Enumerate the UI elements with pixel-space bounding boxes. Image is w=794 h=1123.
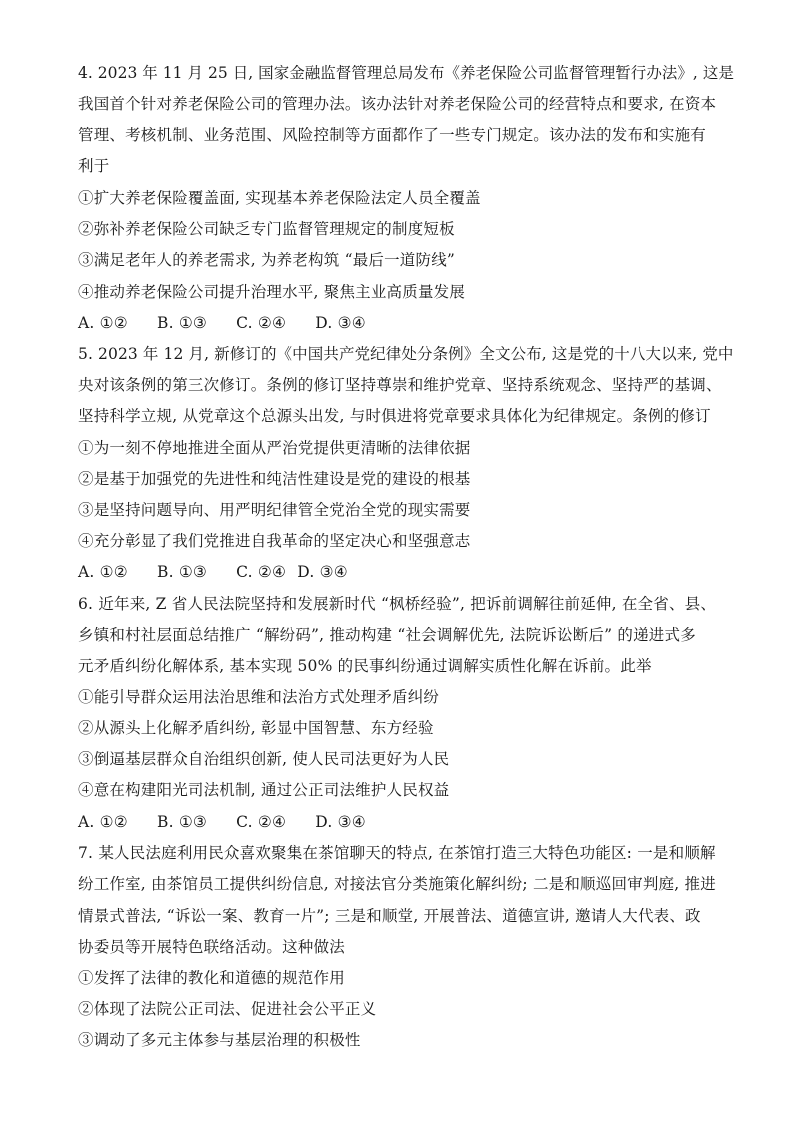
q7-stem-line-1: 7. 某人民法庭利用民众喜欢聚集在茶馆聊天的特点, 在茶馆打造三大特色功能区: 一是和顺解 [78, 844, 716, 862]
q4-stem-line-3: 管理、考核机制、业务范围、风险控制等方面都作了一些专门规定。该办法的发布和实施有 [78, 126, 707, 144]
q6-stem-line-3: 元矛盾纠纷化解体系, 基本实现 50% 的民事纠纷通过调解实质性化解在诉前。此举 [78, 657, 652, 675]
q5-stem-line-2: 央对该条例的第三次修订。条例的修订坚持尊崇和维护党章、坚持系统观念、坚持严的基调、 [78, 376, 722, 394]
q7-statement-2: ②体现了法院公正司法、促进社会公平正义 [78, 1000, 377, 1018]
q5-option-a[interactable]: A. ①② [78, 563, 128, 581]
q6-options [78, 811, 390, 833]
q7-stem-line-4: 协委员等开展特色联络活动。这种做法 [78, 938, 345, 956]
q7-statement-1: ①发挥了法律的教化和道德的规范作用 [78, 969, 345, 987]
q6-statement-3: ③倒逼基层群众自治组织创新, 使人民司法更好为人民 [78, 750, 450, 768]
q4-option-a[interactable]: A. ①② [78, 314, 128, 332]
q6-statement-1: ①能引导群众运用法治思维和法治方式处理矛盾纠纷 [78, 688, 440, 706]
q7-statement-3: ③调动了多元主体参与基层治理的积极性 [78, 1031, 361, 1049]
q4-statement-3: ③满足老年人的养老需求, 为养老构筑 “最后一道防线” [78, 251, 456, 269]
q6-option-a[interactable]: A. ①② [78, 813, 128, 831]
q6-option-d[interactable]: D. ③④ [315, 813, 366, 831]
q6-stem-line-2: 乡镇和村社层面总结推广 “解纷码”, 推动构建 “社会调解优先, 法院诉讼断后” 的递进式多 [78, 626, 696, 644]
q4-stem-line-2: 我国首个针对养老保险公司的管理办法。该办法针对养老保险公司的经营特点和要求, 在资本 [78, 95, 717, 113]
q5-option-b[interactable]: B. ①③ [156, 563, 208, 581]
q5-statement-3: ③是坚持问题导向、用严明纪律管全党治全党的现实需要 [78, 501, 471, 519]
q5-option-c[interactable]: C. ②④ [236, 563, 287, 581]
q5-statement-2: ②是基于加强党的先进性和纯洁性建设是党的建设的根基 [78, 470, 471, 488]
q5-options [78, 561, 372, 583]
q4-statement-1: ①扩大养老保险覆盖面, 实现基本养老保险法定人员全覆盖 [78, 189, 481, 207]
q4-statement-4: ④推动养老保险公司提升治理水平, 聚焦主业高质量发展 [78, 283, 466, 301]
q4-statement-2: ②弥补养老保险公司缺乏专门监督管理规定的制度短板 [78, 220, 455, 238]
q6-stem-line-1: 6. 近年来, Z 省人民法院坚持和发展新时代 “枫桥经验”, 把诉前调解往前延伸, 在全省、县、 [78, 595, 717, 613]
q6-statement-4: ④意在构建阳光司法机制, 通过公正司法维护人民权益 [78, 781, 450, 799]
q5-stem-line-1: 5. 2023 年 12 月, 新修订的《中国共产党纪律处分条例》全文公布, 这是党的十八大以来, 党中 [78, 345, 734, 363]
q4-option-d[interactable]: D. ③④ [315, 314, 366, 332]
q5-statement-1: ①为一刻不停地推进全面从严治党提供更清晰的法律依据 [78, 439, 471, 457]
q5-stem-line-3: 坚持科学立规, 从党章这个总源头出发, 与时俱进将党章要求具体化为纪律规定。条例的修订 [78, 407, 711, 425]
q6-statement-2: ②从源头上化解矛盾纠纷, 彰显中国智慧、东方经验 [78, 719, 434, 737]
q5-statement-4: ④充分彰显了我们党推进自我革命的坚定决心和坚强意志 [78, 532, 471, 550]
q6-option-b[interactable]: B. ①③ [156, 813, 208, 831]
q4-stem-line-4: 利于 [78, 157, 110, 175]
q4-options [78, 312, 390, 334]
q4-option-b[interactable]: B. ①③ [156, 314, 208, 332]
q6-option-c[interactable]: C. ②④ [236, 813, 287, 831]
q7-stem-line-2: 纷工作室, 由茶馆员工提供纠纷信息, 对接法官分类施策化解纠纷; 二是和顺巡回审判庭, 推进 [78, 875, 716, 893]
q4-stem-line-1: 4. 2023 年 11 月 25 日, 国家金融监督管理总局发布《养老保险公司监督管理暂行办法》, 这是 [78, 64, 734, 82]
q5-option-d[interactable]: D. ③④ [297, 563, 348, 581]
q7-stem-line-3: 情景式普法, “诉讼一案、教育一片”; 三是和顺堂, 开展普法、道德宣讲, 邀请人大代表、政 [78, 907, 701, 925]
q4-option-c[interactable]: C. ②④ [236, 314, 287, 332]
